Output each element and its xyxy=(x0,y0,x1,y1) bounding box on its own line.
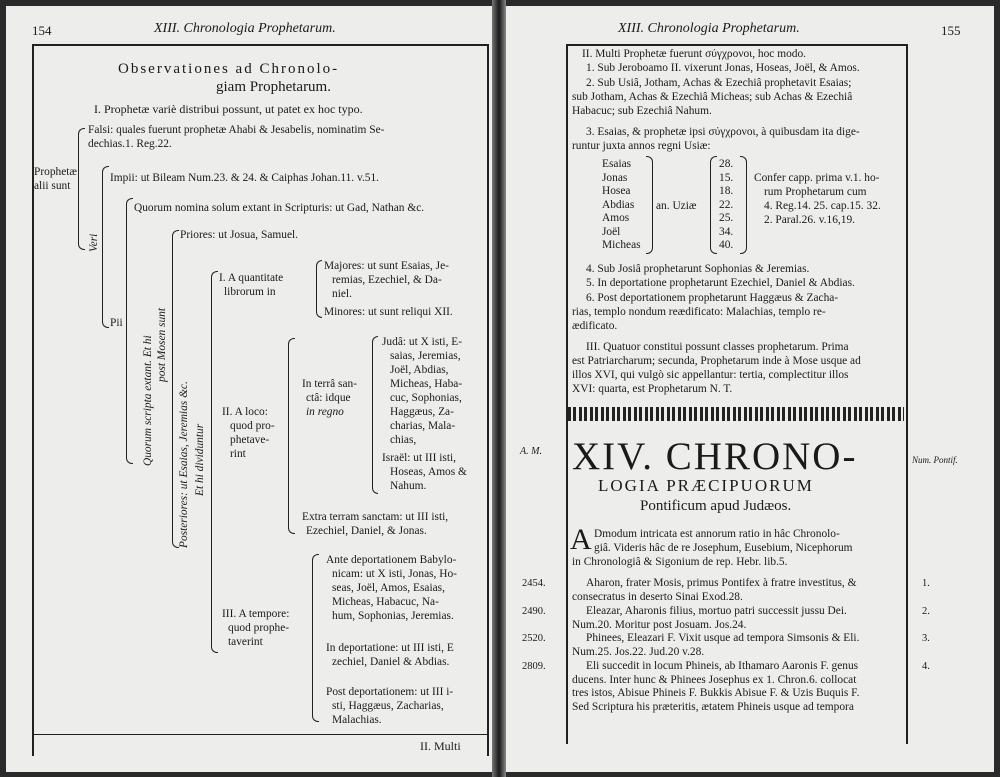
in-dep-2: zechiel, Daniel & Abdias. xyxy=(332,656,450,668)
prophet-name: Jonas xyxy=(602,171,628,184)
years-right-bracket xyxy=(740,156,747,254)
israel-1: Israël: ut III isti, xyxy=(382,452,457,464)
p7-4: XVI: quarta, est Prophetarum N. T. xyxy=(572,383,733,395)
margin-am: A. M. xyxy=(520,446,542,457)
quantitate-2: librorum in xyxy=(224,286,276,298)
minores: Minores: ut sunt reliqui XII. xyxy=(324,306,453,318)
margin-year: 2454. xyxy=(522,578,546,589)
post-mosen: post Mosen sunt xyxy=(156,307,168,382)
pontiff-number: 2. xyxy=(922,605,930,617)
left-page xyxy=(6,6,492,772)
quorum-nomina: Quorum nomina solum extant in Scripturis: ut Gad, Nathan &c. xyxy=(134,202,425,214)
book-gutter xyxy=(492,0,506,777)
regno-bracket xyxy=(372,336,378,494)
post-dep-3: Malachias. xyxy=(332,714,382,726)
pii-bracket xyxy=(126,198,133,464)
uziae-year: 22. xyxy=(719,198,734,211)
juda-5: cuc, Sophonias, xyxy=(390,392,462,404)
terra-3: in regno xyxy=(306,406,344,418)
uziae-year: 34. xyxy=(719,225,734,238)
entry-line: Eleazar, Aharonis filius, mortuo patri successit jussu Dei. xyxy=(586,604,847,617)
p2-4: sub Jotham, Achas & Ezechiâ Micheas; sub Achas & Ezechiâ xyxy=(572,91,853,103)
priores: Priores: ut Josua, Samuel. xyxy=(180,229,299,241)
left-heading-2: giam Prophetarum. xyxy=(216,79,331,95)
p6-2: rias, templo nondum reædificato: Malachias, templo re- xyxy=(572,306,826,318)
extra-1: Extra terram sanctam: ut III isti, xyxy=(302,511,449,523)
margin-year: 2520. xyxy=(522,633,546,644)
uziae-year: 28. xyxy=(719,158,734,170)
margin-year: 2490. xyxy=(522,605,546,617)
falsi-1: Falsi: quales fuerunt prophetæ Ahabi & Jesabelis, nominatim Se- xyxy=(88,124,385,136)
tempore-bracket xyxy=(312,554,319,722)
body-2: giâ. Videris hâc de re Josephum, Eusebium, Nicephorum xyxy=(594,542,853,554)
entry-line: Aharon, frater Mosis, primus Pontifex à fratre investitus, & xyxy=(586,577,857,589)
pii-label: Pii xyxy=(110,317,123,329)
et-hi-dividuntur: Et hi dividuntur xyxy=(194,423,206,496)
left-running-head: XIII. Chronologia Prophetarum. xyxy=(154,21,336,36)
p2-1: II. Multi Prophetæ fuerunt σύγχρονοι, hoc modo. xyxy=(582,48,807,60)
margin-num-pontif: Num. Pontif. xyxy=(912,455,958,465)
prophet-name: Micheas xyxy=(602,239,641,251)
ante-2: nicam: ut X isti, Jonas, Ho- xyxy=(332,568,457,580)
margin-year: 2809. xyxy=(522,660,546,672)
chapter-title: XIV. CHRONO- xyxy=(572,435,858,478)
p2-5: Habacuc; sub Ezechiâ Nahum. xyxy=(572,105,712,117)
juda-8: chias, xyxy=(390,434,417,446)
pontiff-number: 4. xyxy=(922,660,930,672)
ante-5: hum, Sophonias, Jeremias. xyxy=(332,610,454,622)
entry-line: Num.20. Moritur post Josuam. Jos.24. xyxy=(572,618,747,631)
falsi-2: dechias.1. Reg.22. xyxy=(88,138,172,150)
p3-2: runtur juxta annos regni Usiæ: xyxy=(572,140,711,152)
confer-2: rum Prophetarum cum xyxy=(764,186,867,198)
veri-bracket xyxy=(102,166,109,328)
division-bracket xyxy=(211,271,218,653)
loco-bracket xyxy=(288,338,295,534)
majores-1: Majores: ut sunt Esaias, Je- xyxy=(324,260,449,272)
p3-1: 3. Esaias, & prophetæ ipsi σύγχρονοι, à quibusdam ita dige- xyxy=(586,126,860,138)
confer-1: Confer capp. prima v.1. ho- xyxy=(754,172,880,184)
impii: Impii: ut Bileam Num.23. & 24. & Caiphas Johan.11. v.51. xyxy=(110,172,380,184)
chapter-subtitle-1: LOGIA PRÆCIPUORUM xyxy=(598,476,814,495)
uziae-year: 25. xyxy=(719,212,734,224)
confer-4: 2. Paral.26. v.16,19. xyxy=(764,214,856,226)
p6-3: ædificato. xyxy=(572,320,618,332)
left-page-number: 154 xyxy=(32,23,52,38)
p4: 4. Sub Josiâ prophetarunt Sophonias & Jeremias. xyxy=(586,263,810,275)
left-intro: I. Prophetæ variè distribui possunt, ut patet ex hoc typo. xyxy=(94,102,363,116)
loco-3: phetave- xyxy=(230,434,270,446)
ante-3: seas, Joël, Amos, Esaias, xyxy=(332,582,445,594)
drop-cap: A xyxy=(570,523,592,556)
tempore-3: taverint xyxy=(228,636,263,648)
posteriores: Posteriores: ut Esaias, Jeremias &c. xyxy=(178,381,190,548)
an-uziae: an. Uziæ xyxy=(656,200,697,212)
juda-4: Micheas, Haba- xyxy=(390,378,463,390)
post-dep-2: sti, Haggæus, Zacharias, xyxy=(332,700,444,712)
p7-1: III. Quatuor constitui possunt classes prophetarum. Prima xyxy=(586,341,849,353)
left-foot-rule xyxy=(32,734,488,735)
p2-3: 2. Sub Usiâ, Jotham, Achas & Ezechiâ prophetavit Esaias; xyxy=(586,77,852,89)
majores-2: remias, Ezechiel, & Da- xyxy=(332,274,442,286)
veri-label: Veri xyxy=(88,233,100,252)
uziae-year: 18. xyxy=(719,185,734,197)
ante-4: Micheas, Habacuc, Na- xyxy=(332,596,439,608)
prophet-name: Abdias xyxy=(602,198,635,211)
prophet-name: Amos xyxy=(602,212,630,224)
quorum-scripta: Quorum scripta extant. Et hi xyxy=(142,335,154,466)
israel-3: Nahum. xyxy=(390,480,427,492)
right-head-rule xyxy=(566,44,906,46)
loco-1: II. A loco: xyxy=(222,406,268,418)
uziae-year: 15. xyxy=(719,171,734,184)
tempore-1: III. A tempore: xyxy=(222,608,290,620)
p2-2: 1. Sub Jeroboamo II. vixerunt Jonas, Hoseas, Joël, & Amos. xyxy=(586,62,860,74)
p5: 5. In deportatione prophetarunt Ezechiel, Daniel & Abdias. xyxy=(586,277,855,289)
body-end-2: Sed Scriptura his præteritis, ætatem Phineis usque ad tempora xyxy=(572,701,854,713)
left-heading-1: Observationes ad Chronolo- xyxy=(118,61,340,77)
right-page-number: 155 xyxy=(941,23,961,38)
confer-3: 4. Reg.14. 25. cap.15. 32. xyxy=(764,200,881,212)
entry-line: Eli succedit in locum Phineis, ab Ithamaro Aaronis F. genus xyxy=(586,659,859,672)
left-catchword: II. Multi xyxy=(420,739,461,753)
terra-1: In terrâ san- xyxy=(302,378,358,390)
right-page xyxy=(506,6,994,772)
body-3: in Chronologiâ & Sigonium de rep. Hebr. lib.5. xyxy=(572,556,788,568)
p7-3: illos XVI, qui vulgò sic appellantur: tertia, complectitur illos xyxy=(572,369,849,381)
left-frame-left xyxy=(32,44,34,756)
majores-3: niel. xyxy=(332,288,352,300)
juda-1: Judâ: ut X isti, E- xyxy=(382,336,463,348)
body-end-1: tres istos, Abisue Phineis F. Bukkis Abisue F. & Uzis Buquis F. xyxy=(572,687,860,699)
tempore-2: quod prophe- xyxy=(228,622,290,634)
prophets-right-bracket xyxy=(646,156,653,254)
prophet-name: Esaias xyxy=(602,158,632,170)
years-left-bracket xyxy=(710,156,717,254)
left-head-rule xyxy=(32,44,488,46)
juda-2: saias, Jeremias, xyxy=(390,350,461,362)
juda-6: Haggæus, Za- xyxy=(390,406,454,418)
prophet-name: Hosea xyxy=(602,185,631,197)
ornament-band xyxy=(568,407,904,421)
p6-1: 6. Post deportationem prophetarunt Haggæus & Zacha- xyxy=(586,292,839,304)
in-dep-1: In deportatione: ut III isti, E xyxy=(326,642,454,654)
loco-2: quod pro- xyxy=(230,420,275,432)
root-bracket xyxy=(78,128,85,250)
pontiff-number: 1. xyxy=(922,578,930,589)
right-running-head: XIII. Chronologia Prophetarum. xyxy=(618,21,800,36)
israel-2: Hoseas, Amos & xyxy=(390,466,467,478)
terra-2: ctâ: idque xyxy=(306,392,351,404)
uziae-year: 40. xyxy=(719,239,734,251)
right-frame-left xyxy=(566,44,568,744)
prophet-name: Joël xyxy=(602,225,621,238)
juda-7: charias, Mala- xyxy=(390,420,456,432)
extra-2: Ezechiel, Daniel, & Jonas. xyxy=(306,525,427,537)
root-label-2: alii sunt xyxy=(34,180,71,192)
juda-3: Joël, Abdias, xyxy=(390,364,449,376)
entry-line: ducens. Inter hunc & Phinees Josephus ex 1. Chron.6. collocat xyxy=(572,673,857,686)
quantitate-1: I. A quantitate xyxy=(219,272,284,284)
ante-1: Ante deportationem Babylo- xyxy=(326,554,457,566)
chapter-subtitle-2: Pontificum apud Judæos. xyxy=(640,498,792,514)
right-frame-right xyxy=(906,44,908,744)
p7-2: est Patriarcharum; secunda, Prophetarum inde à Mose usque ad xyxy=(572,355,861,367)
loco-4: rint xyxy=(230,448,246,460)
entry-line: Phinees, Eleazari F. Vixit usque ad tempora Simsonis & Eli. xyxy=(586,632,860,644)
body-1: Dmodum intricata est annorum ratio in hâc Chronolo- xyxy=(594,528,840,540)
left-frame-right xyxy=(487,44,489,756)
quantitate-bracket xyxy=(316,260,322,318)
entry-line: Num.25. Jos.22. Jud.20 v.28. xyxy=(572,646,705,658)
post-dep-1: Post deportationem: ut III i- xyxy=(326,686,454,698)
entry-line: consecratus in deserto Sinai Exod.28. xyxy=(572,591,743,603)
pontiff-number: 3. xyxy=(922,633,930,644)
root-label-1: Prophetæ xyxy=(34,166,78,178)
